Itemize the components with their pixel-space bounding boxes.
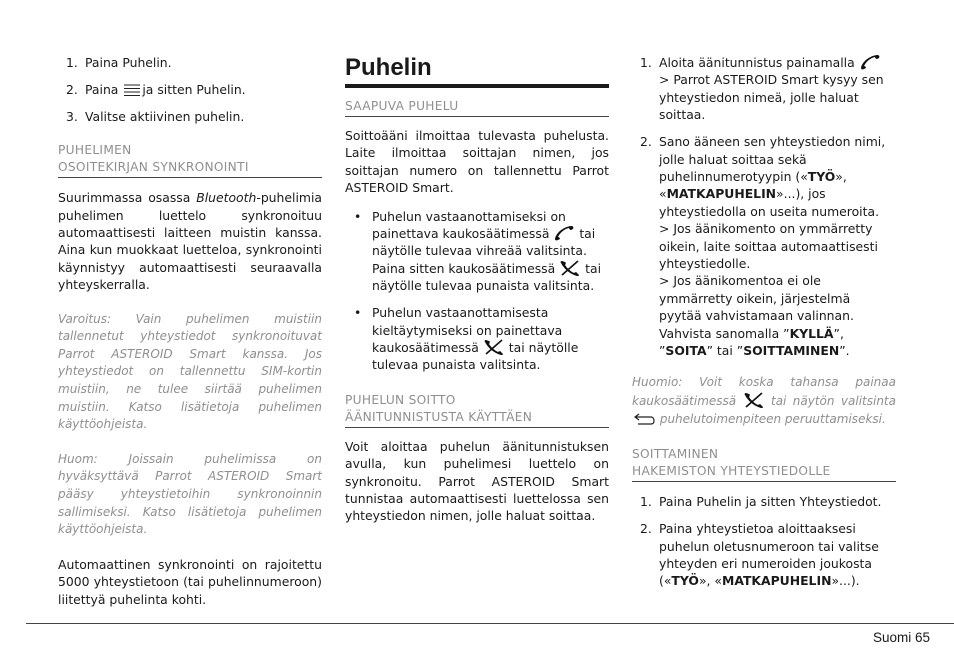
- footer-divider: [26, 623, 954, 624]
- list-item: • Puhelun vastaanottamiseksi on painettava kaukosäätimessä tai näytölle tulevaa vihreää valitsinta. Paina sitten kaukosäätimessä tai näytölle tulevaa punaista valitsinta.: [354, 208, 602, 294]
- column-left: [58, 54, 322, 608]
- list-item: • Puhelun vastaanottamisesta kieltäytymiseksi on painettava kaukosäätimessä tai näytölle tulevaa punaista valitsinta.: [354, 305, 579, 373]
- list-item: 1. Aloita äänitunnistus painamalla > Parrot ASTEROID Smart kysyy sen yhteystiedon nimeä, jolle haluat soittaa.: [640, 55, 884, 123]
- page-title: Puhelin: [345, 54, 609, 88]
- list-item: 2. Paina ja sitten Puhelin.: [66, 81, 246, 97]
- phone-hangup-icon: [483, 339, 505, 355]
- section-heading-directory: SOITTAMINEN HAKEMISTON YHTEYSTIEDOLLE: [632, 446, 896, 482]
- directory-steps: [632, 493, 896, 590]
- voice-paragraph: Voit aloittaa puhelun äänitunnistuksen avulla, kun puhelimesi luettelo on synkronoitu. Parrot ASTEROID Smart tunnistaa automaattisesti luettelossa sen yhteystiedon nimen, jolle haluat soittaa.: [345, 438, 609, 524]
- list-item: 3. Valitse aktiivinen puhelin.: [66, 108, 245, 124]
- phone-pickup-icon: [553, 225, 575, 241]
- column-middle: [345, 54, 609, 525]
- incoming-paragraph: Soittoääni ilmoittaa tulevasta puhelusta. Laite ilmoittaa soittajan nimen, jos soittajan numero on tallennettu Parrot ASTEROID Smart.: [345, 128, 609, 196]
- phone-hangup-icon: [559, 260, 581, 276]
- menu-icon: [122, 83, 142, 97]
- limit-paragraph: Automaattinen synkronointi on rajoitettu 5000 yhteystietoon (tai puhelinnumeroon) liitettyä puhelinta kohti.: [58, 556, 322, 607]
- section-heading-incoming: SAAPUVA PUHELU: [345, 98, 609, 117]
- column-right: [632, 54, 896, 599]
- section-heading-voice: PUHELUN SOITTO ÄÄNITUNNISTUSTA KÄYTTÄEN: [345, 392, 609, 428]
- warning-note: Varoitus: Vain puhelimen muistiin tallennetut yhteystiedot synkronoituvat Parrot ASTEROID Smart kanssa. Jos yhteystiedot on tallennettu SIM-kortin muistiin, ne tulee siirtää puhelimen muistiin. Katso lisätietoja puhelimen käyttöohjeista.: [58, 311, 322, 432]
- voice-steps: [632, 54, 896, 359]
- info-note: Huom: Joissain puhelimissa on hyväksyttävä Parrot ASTEROID Smart pääsy yhteystietoihin synkronoinnin sallimiseksi. Katso lisätietoja puhelimen käyttöohjeista.: [58, 451, 322, 537]
- phone-hangup-icon: [743, 392, 765, 408]
- incoming-bullets: [345, 208, 609, 374]
- section-heading-sync: PUHELIMEN OSOITEKIRJAN SYNKRONOINTI: [58, 142, 322, 178]
- page-number: Suomi 65: [872, 630, 930, 645]
- cancel-hint: Huomio: Voit koska tahansa painaa kaukosäätimessä tai näytön valitsinta puhelutoimenpiteen peruuttamiseksi.: [632, 375, 896, 426]
- sync-paragraph: Suurimmassa osassa Bluetooth-puhelimia puhelimen luettelo synkronoituu automaattisesti laitteen muistin kanssa. Aina kun muokkaat luetteloa, synkronointi käynnistyy automaattisesti seuraavalla yhteyskerralla.: [58, 190, 322, 293]
- list-item: 1. Paina Puhelin ja sitten Yhteystiedot.: [640, 494, 882, 510]
- phone-select-steps: [58, 54, 322, 125]
- phone-pickup-icon: [859, 54, 881, 70]
- list-item: 2. Sano ääneen sen yhteystiedon nimi, jolle haluat soittaa sekä puhelinnumerotyypin («TYÖ», «MATKAPUHELIN»...), jos yhteystiedolla on useita numeroita. > Jos äänikomento on ymmärretty oikein, laite soittaa automaattisesti yhteystiedolle. > Jos äänikomentoa ei ole ymmärretty oikein, järjestelmä pyytää vahvistamaan valinnan. Vahvista sanomalla ”KYLLÄ”, ”SOITA” tai ”SOITTAMINEN”.: [640, 134, 886, 358]
- list-item: 2. Paina yhteystietoa aloittaaksesi puhelun oletusnumeroon tai valitse yhteyden eri numeroiden joukosta («TYÖ», «MATKAPUHELIN»...).: [640, 521, 879, 589]
- back-arrow-icon: [632, 412, 656, 426]
- list-item: 1. Paina Puhelin.: [66, 55, 172, 70]
